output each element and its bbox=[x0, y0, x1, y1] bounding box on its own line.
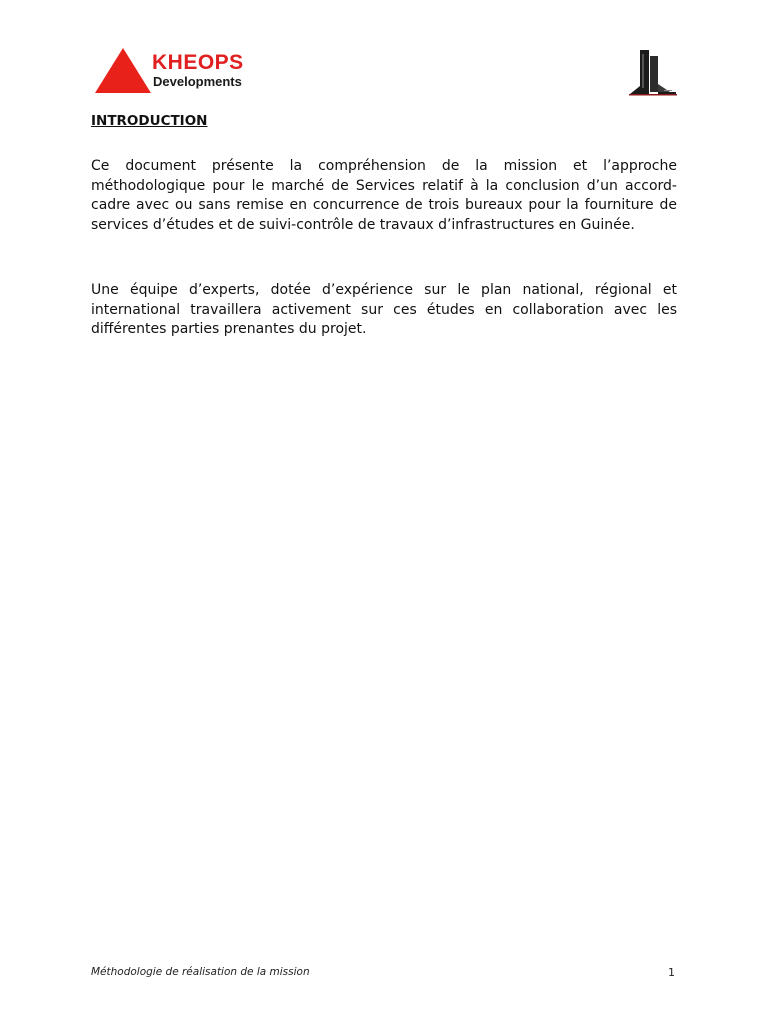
brand-name: KHEOPS bbox=[152, 51, 244, 74]
section-heading: INTRODUCTION bbox=[91, 113, 208, 129]
kheops-logo bbox=[94, 46, 274, 96]
brand-subtitle: Developments bbox=[153, 74, 242, 89]
building-logo bbox=[626, 46, 678, 98]
intro-paragraph-1: Ce document présente la compréhension de la mission et l’approche méthodologique pour le marché de Services relatif à la conclusion d’un accord-cadre avec ou sans remise en concurrence de trois bureaux pour la fourniture de services d’études et de suivi-contrôle de travaux d’infrastructures en Guinée. bbox=[91, 158, 677, 233]
red-pyramid-icon bbox=[94, 46, 154, 96]
footer-title: Méthodologie de réalisation de la mission bbox=[91, 966, 310, 978]
page-number: 1 bbox=[668, 966, 675, 979]
intro-paragraph-2: Une équipe d’experts, dotée d’expérience sur le plan national, régional et international travaillera activement sur ces études en collaboration avec les différentes parties prenantes du projet. bbox=[91, 282, 677, 338]
building-icon bbox=[626, 46, 678, 98]
